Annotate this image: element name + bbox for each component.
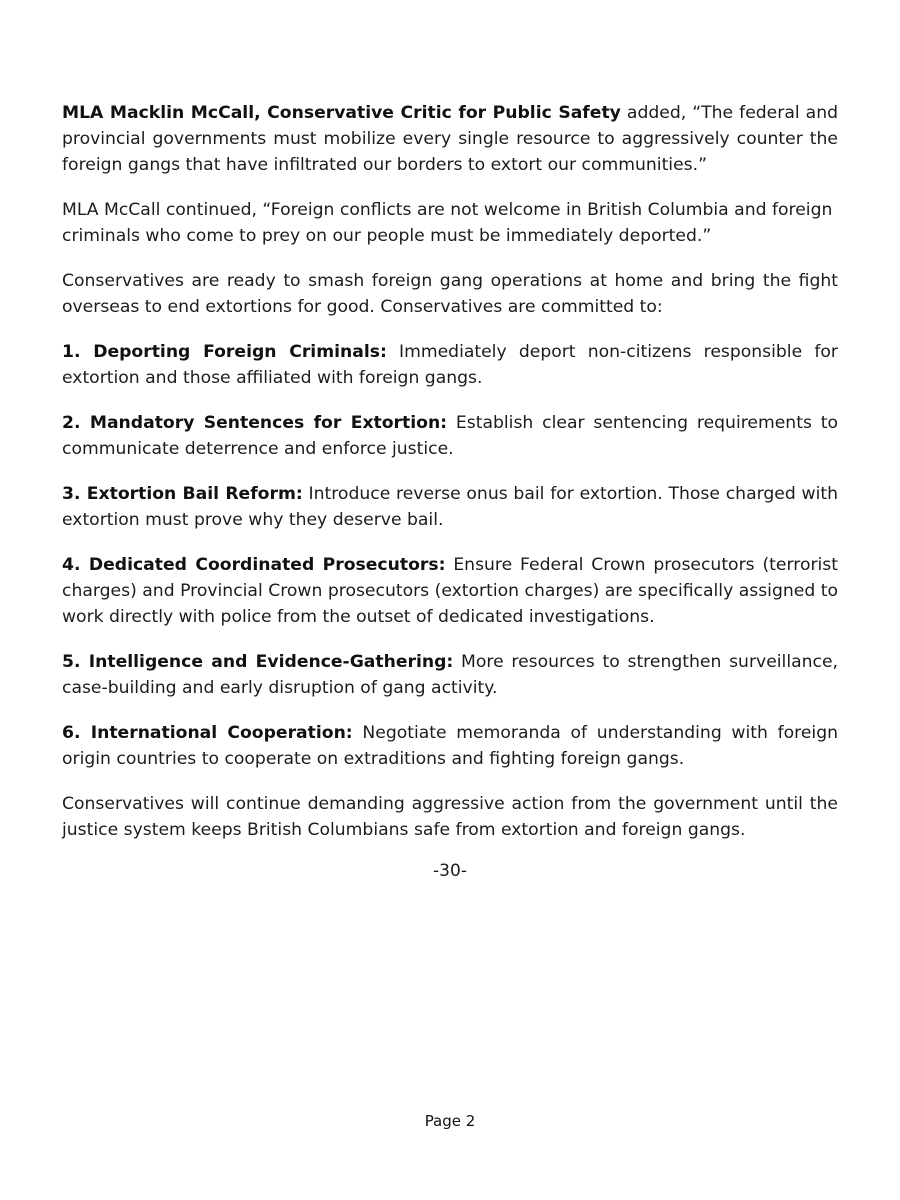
commitment-heading: 6. International Cooperation: <box>62 723 353 743</box>
commitment-item-5 <box>62 649 838 701</box>
commitment-intro-paragraph: Conservatives are ready to smash foreign gang operations at home and bring the fight overseas to end extortions for good. Conservatives are committed to: <box>62 271 838 317</box>
commitment-text: Introduce reverse onus bail for extortion. Those charged with extortion must prove why they deserve bail. <box>62 484 838 530</box>
commitment-heading: 3. Extortion Bail Reform: <box>62 484 303 504</box>
commitment-item-6 <box>62 720 838 772</box>
commitment-item-2 <box>62 410 838 462</box>
commitment-text: Ensure Federal Crown prosecutors (terrorist charges) and Provincial Crown prosecutors (extortion charges) are specifically assigned to work directly with police from the outset of dedicated investigations. <box>62 555 838 627</box>
document-body <box>62 100 838 862</box>
commitment-text: Establish clear sentencing requirements to communicate deterrence and enforce justice. <box>62 413 838 459</box>
commitment-heading: 5. Intelligence and Evidence-Gathering: <box>62 652 454 672</box>
page-number: Page 2 <box>424 1112 476 1130</box>
commitment-heading: 4. Dedicated Coordinated Prosecutors: <box>62 555 446 575</box>
commitment-heading: 1. Deporting Foreign Criminals: <box>62 342 387 362</box>
commitment-text: Negotiate memoranda of understanding with foreign origin countries to cooperate on extraditions and fighting foreign gangs. <box>62 723 838 769</box>
commitment-text: Immediately deport non-citizens responsible for extortion and those affiliated with foreign gangs. <box>62 342 838 388</box>
intro-quote-text: added, “The federal and provincial governments must mobilize every single resource to aggressively counter the foreign gangs that have infiltrated our borders to extort our communities.” <box>62 103 839 175</box>
closing-paragraph: Conservatives will continue demanding aggressive action from the government until the justice system keeps British Columbians safe from extortion and foreign gangs. <box>62 794 838 840</box>
commitment-item-4 <box>62 552 838 630</box>
end-of-release-mark: -30- <box>433 861 467 881</box>
commitment-heading: 2. Mandatory Sentences for Extortion: <box>62 413 448 433</box>
second-quote-paragraph: MLA McCall continued, “Foreign conflicts are not welcome in British Columbia and foreign criminals who come to prey on our people must be immediately deported.” <box>62 200 833 246</box>
commitment-text: More resources to strengthen surveillance, case-building and early disruption of gang activity. <box>62 652 839 698</box>
commitment-item-1 <box>62 339 838 391</box>
intro-quote-paragraph <box>62 100 838 178</box>
commitment-item-3 <box>62 481 838 533</box>
speaker-name: MLA Macklin McCall, Conservative Critic for Public Safety <box>62 103 621 123</box>
